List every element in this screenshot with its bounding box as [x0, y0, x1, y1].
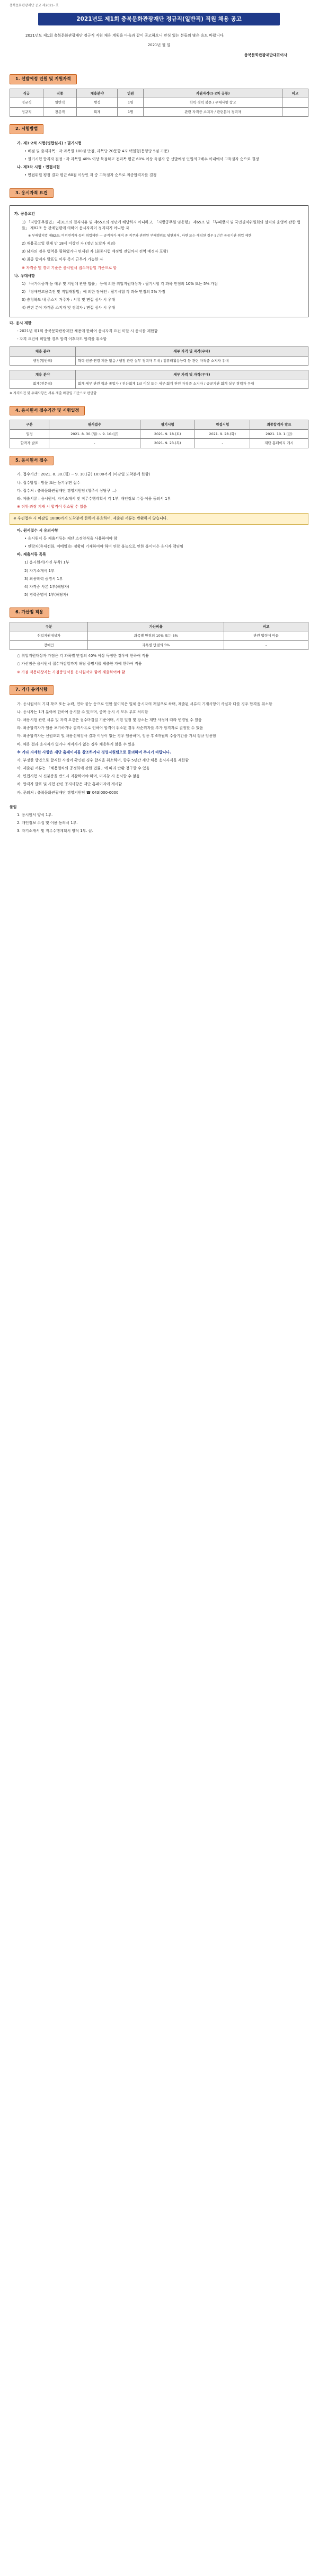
table-cell: 회계·세무 관련 학과 졸업자 / 전산회계 1급 이상 또는 세무·회계 관련 자격증 소지자 / 공공기관 회계 실무 경력자 우대: [75, 379, 308, 388]
list-item: 2) 「장애인고용촉진 및 직업재활법」에 의한 장애인 : 필기시험 각 과목 만점의 5% 가점: [22, 290, 165, 294]
table-cell: 과목별 만점의 5%: [88, 640, 224, 649]
list-item: • 필기시험 합격자 결정 : 각 과목별 40% 이상 득점하고 전과목 평균 60% 이상 득점자 중 선발예정 인원의 2배수 이내에서 고득점자 순으로 결정: [24, 157, 259, 162]
table-cell: [282, 98, 308, 107]
table-cell: 장애인: [10, 640, 88, 649]
header-note: 충북문화관광재단 공고 제2021- 호: [10, 4, 59, 7]
table-header-cell: 필기시험: [140, 420, 195, 429]
list-item: 다. 접수처 : 충북문화관광재단 경영지원팀 (청주시 상당구 ...): [17, 488, 117, 493]
list-item: 가. 응시원서의 기재 착오 또는 누락, 연락 불능 등으로 인한 불이익은 일체 응시자의 책임으로 하며, 제출된 서류의 기재사항이 사실과 다를 경우 합격을 취소함: [17, 701, 272, 706]
table-header-cell: 비고: [282, 89, 308, 98]
table-cell: 1명: [118, 107, 144, 116]
table-cell: 2021. 9. 28.(화): [195, 429, 250, 438]
table-cell: 학력·경력 불문 / 우대사항 참고: [144, 98, 282, 107]
table-header-cell: 채용분야: [77, 89, 118, 98]
table-header-cell: 직종: [43, 89, 77, 98]
page-title: 2021년도 제1회 충북문화관광재단 정규직(일반직) 직원 채용 공고: [38, 13, 280, 26]
list-item: • 연락처(휴대전화, 이메일)는 정확히 기재하여야 하며 연락 불능으로 인한 불이익은 응시자 책임임: [24, 544, 184, 549]
list-item: • 면접위원 평정 결과 평균 60점 이상인 자 중 고득점자 순으로 최종합격자를 결정: [24, 173, 157, 178]
list-item: 아. 제출된 서류는 「채용절차의 공정화에 관한 법률」에 따라 반환 청구할 수 있음: [17, 766, 150, 771]
list-item: 가. 제1·2차 시험(병합실시) : 필기시험: [17, 141, 82, 145]
attachments-title: 붙임: [10, 804, 17, 809]
table-header-cell: 최종합격자 발표: [250, 420, 308, 429]
requirements-box: [10, 205, 308, 317]
table-cell: 2021. 9. 18.(토): [140, 429, 195, 438]
table-header-cell: 세부 자격 및 자격(우대): [75, 370, 308, 379]
list-item: 5) 경력증명서 1부(해당자): [24, 593, 68, 597]
table-header-cell: 구분: [10, 420, 49, 429]
list-item: 차. 합격자 발표 및 시험 관련 공지사항은 재단 홈페이지에 게시함: [17, 782, 122, 787]
table-row: [10, 640, 308, 649]
table-cell: 2021. 8. 30.(월) ~ 9. 10.(금): [49, 429, 140, 438]
exam-method-list: [10, 141, 308, 179]
announcement-date: 2021년 월 일: [147, 42, 171, 47]
list-item: ※ 부패방지법 제82조: 비위면직자 등의 취업제한 — 공직자가 재직 중 직무와 관련된 부패행위로 당연퇴직, 파면 또는 해임된 경우 5년간 공공기관 취업 제한: [28, 234, 252, 238]
notes-callout: ※ 기타 자세한 사항은 재단 홈페이지를 참조하거나 경영지원팀으로 문의하여 주시기 바랍니다.: [17, 750, 171, 754]
section-5-heading: 5. 응시원서 접수: [10, 456, 54, 466]
application-highlight-note: ※ 우편접수 시 마감일 18:00까지 도착분에 한하여 유효하며, 제출된 서류는 반환하지 않습니다.: [10, 513, 308, 524]
table-cell: 전문직: [43, 107, 77, 116]
list-item: 자. 면접시험 시 신분증을 반드시 지참하여야 하며, 미지참 시 응시할 수 없음: [17, 774, 140, 779]
intro-paragraph: 2021년도 제1회 충북문화관광재단 정규직 직원 채용 계획을 다음과 같이 공고하오니 관심 있는 분들의 많은 응모 바랍니다.: [25, 33, 225, 38]
table-header-cell: 지원자격(1·2차 공통): [144, 89, 282, 98]
list-item: 1) 「지방공무원법」 제31조의 결격사유 및 제65조의 정년에 해당하지 아니하고, 「지방공무원 임용령」 제65조 및 「부패방지 및 국민권익위원회의 설치와 운영에 관한 법률」 제82조 등 관계법령에 의하여 응시자격이 정지되지 아니한 자: [22, 220, 301, 230]
list-item: ※ 허위·과장 기재 시 합격이 취소될 수 있음: [17, 505, 87, 509]
table-header-cell: 세부 자격 및 자격(우대): [75, 347, 308, 356]
section-3-heading: 3. 응시자격 요건: [10, 188, 54, 198]
section-4-heading: 4. 응시원서 접수기간 및 시험일정: [10, 406, 85, 416]
list-item: 마. 원서접수 시 유의사항: [17, 528, 58, 533]
list-item: 카. 문의처 : 충북문화관광재단 경영지원팀 ☎ 043)000-0000: [17, 790, 119, 795]
section-1-heading: 1. 선발예정 인원 및 지원자격: [10, 74, 77, 84]
list-item: 나. 접수방법 : 방문 또는 등기우편 접수: [17, 480, 81, 485]
intro-text: [10, 33, 308, 48]
table-header-cell: 구분: [10, 622, 88, 631]
table-row: [10, 429, 308, 438]
list-item: 4) 자격증 사본 1부(해당자): [24, 584, 69, 589]
table-cell: 행정(일반직): [10, 356, 76, 365]
table-cell: 행정: [77, 98, 118, 107]
list-item: 1) 응시원서(사진 부착) 1부: [24, 560, 69, 565]
table-cell: 관련 자격증 소지자 / 관련분야 경력자: [144, 107, 282, 116]
table-row: [10, 439, 308, 448]
notes-more-list: [10, 758, 308, 796]
list-item: ※ 가점 적용대상자는 가점증명서를 응시원서와 함께 제출하여야 함: [17, 670, 126, 674]
section-7-heading: 7. 기타 유의사항: [10, 685, 54, 695]
section-2-heading: 2. 시험방법: [10, 124, 43, 134]
table-header-cell: 가산비율: [88, 622, 224, 631]
list-item: • 응시원서 등 제출서류는 재단 소정양식을 사용하여야 함: [24, 536, 118, 541]
table-cell: 1명: [118, 98, 144, 107]
table-header-cell: 직급: [10, 89, 43, 98]
table-row: [10, 107, 308, 116]
qualification-table-accounting: [10, 370, 308, 389]
list-item: ○ 가산점은 응시원서 접수마감일까지 해당 증명서를 제출한 자에 한하여 적용: [17, 662, 142, 666]
bonus-points-table: [10, 622, 308, 650]
notes-list: [10, 701, 308, 748]
list-item: 1) 「국가유공자 등 예우 및 지원에 관한 법률」 등에 의한 취업지원대상자 : 필기시험 각 과목 만점의 10% 또는 5% 가점: [22, 281, 218, 286]
table-header-row: [10, 370, 308, 379]
table-cell: 회계: [77, 107, 118, 116]
table-row: [10, 379, 308, 388]
section-6-heading: 6. 가산점 적용: [10, 608, 49, 618]
application-list: [10, 472, 308, 510]
list-item: 4) 최종 합격자 발표일 이후 즉시 근무가 가능한 자: [22, 257, 103, 262]
table-cell: 정규직: [10, 107, 43, 116]
table-cell: 과목별 만점의 10% 또는 5%: [88, 631, 224, 640]
application-more-list: [10, 528, 308, 599]
table-cell: 관련 법령에 따름: [224, 631, 308, 640]
positions-table: [10, 89, 308, 117]
list-item: - 2021년 제1회 충북문화관광재단 채용에 한하여 응시자격 요건 미달 시 응시를 제한함: [17, 328, 158, 333]
table-cell: 2021. 9. 23.(목): [140, 439, 195, 448]
table-cell: 합격자 발표: [10, 439, 49, 448]
table-header-row: [10, 347, 308, 356]
table-header-cell: 면접시험: [195, 420, 250, 429]
list-item: 1. 응시원서 양식 1부.: [17, 813, 53, 818]
list-item: 3) 남자의 경우 병역을 필하였거나 면제된 자 (최종시험 예정일 전일까지 전역 예정자 포함): [22, 249, 169, 254]
table-header-cell: 채용 분야: [10, 347, 76, 356]
list-item: 나. 제3차 시험 : 면접시험: [17, 165, 60, 170]
requirements-subtitle: 가. 공통요건: [14, 212, 35, 216]
table-cell: -: [195, 439, 250, 448]
table-header-row: [10, 622, 308, 631]
list-item: 2) 자기소개서 1부: [24, 568, 55, 573]
table-row: [10, 356, 308, 365]
table-header-cell: 비고: [224, 622, 308, 631]
list-item: 가. 접수기간 : 2021. 8. 30.(월) ~ 9. 10.(금) 18:00까지 (마감일 도착분에 한함): [17, 472, 151, 477]
list-item: 바. 채용 결과 응시자가 없거나 적격자가 없는 경우 채용하지 않을 수 있음: [17, 742, 135, 747]
table-cell: -: [224, 640, 308, 649]
qualification-table-admin: [10, 346, 308, 366]
qualification-footer-note: ※ 자격요건 및 우대사항은 서류 제출 마감일 기준으로 판단함: [10, 391, 97, 395]
list-item: 3) 최종학력 증명서 1부: [24, 576, 63, 581]
list-item: - 자격 요건에 미달할 경우 합격 이후라도 합격을 취소함: [17, 337, 107, 341]
schedule-table: [10, 420, 308, 448]
organization-name: 충북문화관광재단대표이사: [244, 53, 287, 57]
list-item: 마. 최종합격자는 신원조회 및 채용신체검사 결과 이상이 없는 경우 임용하며, 임용 후 6개월의 수습기간을 거쳐 정규 임용함: [17, 734, 216, 739]
requirements-note: ※ 자격증 및 경력 기준은 응시원서 접수마감일 기준으로 함: [22, 265, 117, 270]
table-header-cell: 원서접수: [49, 420, 140, 429]
table-cell: 정규직: [10, 98, 43, 107]
bonus-notes: [10, 653, 308, 675]
list-item: ○ 취업지원대상자 가점은 각 과목별 만점의 40% 이상 득점한 경우에 한하여 적용: [17, 654, 149, 658]
table-header-cell: 인원: [118, 89, 144, 98]
table-header-row: [10, 420, 308, 429]
list-item: 2) 채용공고일 현재 만 18세 이상인 자 (정년 도달자 제외): [22, 241, 116, 246]
table-cell: 취업지원대상자: [10, 631, 88, 640]
table-row: [10, 631, 308, 640]
restriction-title: 다. 응시 제한: [10, 320, 32, 325]
table-cell: 학력·전공·연령 제한 없음 / 행정 관련 실무 경력자 우대 / 컴퓨터활용능력 등 관련 자격증 소지자 우대: [75, 356, 308, 365]
list-item: 3) 충청북도 내 주소지 거주자 : 서류 및 면접 심사 시 우대: [22, 298, 116, 302]
table-cell: [282, 107, 308, 116]
table-cell: 재단 홈페이지 게시: [250, 439, 308, 448]
list-item: 라. 최종합격자가 임용 포기하거나 결격사유로 인하여 합격이 취소된 경우 차순위자를 추가 합격자로 결정할 수 있음: [17, 726, 204, 731]
list-item: 3. 자기소개서 및 직무수행계획서 양식 1부. 끝.: [17, 829, 93, 834]
preference-subtitle: 나. 우대사항: [14, 273, 35, 278]
list-item: 4) 관련 분야 자격증 소지자 및 경력자 : 면접 심사 시 우대: [22, 306, 116, 310]
table-cell: 일정: [10, 429, 49, 438]
table-header-row: [10, 89, 308, 98]
list-item: 사. 부정한 방법으로 합격한 사실이 확인된 경우 합격을 취소하며, 향후 5년간 재단 채용 응시자격을 제한함: [17, 758, 189, 762]
list-item: • 배점 및 출제과목 : 각 과목별 100점 만점, 과목당 20문항 4지 택일형(문항당 5점 기준): [24, 149, 169, 153]
attachments: [10, 804, 308, 835]
table-cell: 2021. 10. 1.(금): [250, 429, 308, 438]
list-item: 라. 제출서류 : 응시원서, 자기소개서 및 직무수행계획서 각 1부, 개인정보 수집·이용 동의서 1부: [17, 497, 171, 501]
list-item: 바. 제출서류 목록: [17, 552, 46, 557]
list-item: 다. 채용시험 관련 서류 및 자격 요건은 접수마감일 기준이며, 시험 일정 및 장소는 재단 사정에 따라 변경될 수 있음: [17, 717, 202, 722]
table-cell: -: [49, 439, 140, 448]
table-header-cell: 채용 분야: [10, 370, 76, 379]
table-cell: 회계(전문직): [10, 379, 76, 388]
list-item: 2. 개인정보 수집 및 이용 동의서 1부.: [17, 821, 78, 826]
table-row: [10, 98, 308, 107]
table-cell: 일반직: [43, 98, 77, 107]
list-item: 나. 응시자는 1개 분야에 한하여 응시할 수 있으며, 중복 응시 시 모두 무효 처리함: [17, 709, 148, 714]
